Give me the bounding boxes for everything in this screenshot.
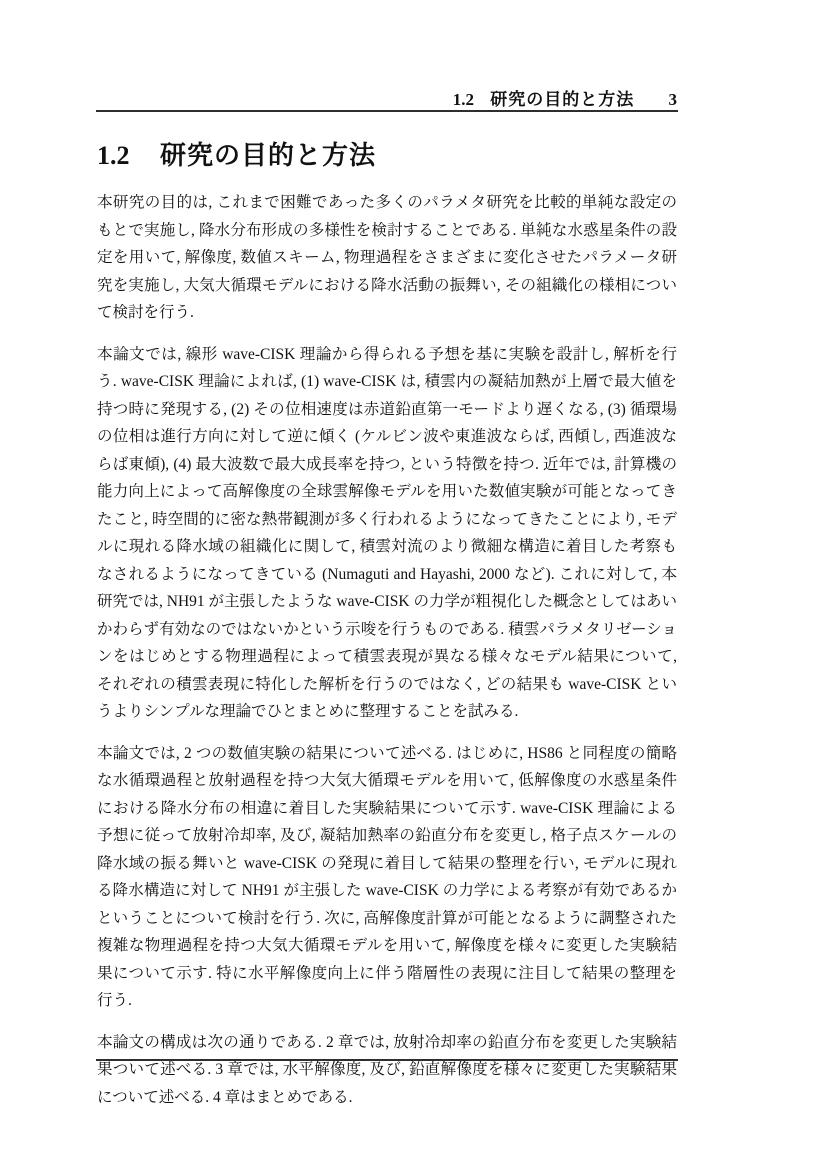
running-header-section-title: 研究の目的と方法: [490, 90, 635, 109]
section-heading: [97, 135, 376, 172]
body-text: [97, 189, 677, 1125]
paragraph-1: 本研究の目的は, これまで困難であった多くのパラメタ研究を比較的単純な設定のもとで実施し, 降水分布形成の多様性を検討することである. 単純な水惑星条件の設定を用いて, 解像度, 数値スキーム, 物理過程をさまざまに変化させたパラメータ研究を実施し, 大気大循環モデルにおける降水活動の振舞い, その組織化の様相について検討を行う.: [97, 194, 677, 321]
paragraph-4: 本論文の構成は次の通りである. 2 章では, 放射冷却率の鉛直分布を変更した実験結果ついて述べる. 3 章では, 水平解像度, 及び, 鉛直解像度を様々に変更した実験結果について述べる. 4 章はまとめである.: [97, 1033, 677, 1106]
running-header: [97, 85, 677, 110]
section-heading-title: 研究の目的と方法: [160, 140, 377, 170]
paragraph-2: 本論文では, 線形 wave-CISK 理論から得られる予想を基に実験を設計し, 解析を行う. wave-CISK 理論によれば, (1) wave-CISK は, 積雲内の凝結加熱が上層で最大値を持つ時に発現する, (2) その位相速度は赤道鉛直第一モードより遅くなる, (3) 循環場の位相は進行方向に対して逆に傾く (ケルビン波や東進波ならば, 西傾し, 西進波ならば東傾), (4) 最大波数で最大成長率を持つ, という特徴を持つ. 近年では, 計算機の能力向上によって高解像度の全球雲解像モデルを用いた数値実験が可能となってきたこと, 時空間的に密な熱帯観測が多く行われるようになってきたことにより, モデルに現れる降水域の組織化に関して, 積雲対流のより微細な構造に着目した考察もなされるようになってきている (Numaguti and Hayashi, 2000 など). これに対して, 本研究では, NH91 が主張したような wave-CISK の力学が粗視化した概念としてはあいかわらず有効なのではないかという示唆を行うものである. 積雲パラメタリゼーションをはじめとする物理過程によって積雲表現が異なる様々なモデル結果について, それぞれの積雲表現に特化した解析を行うのではなく, どの結果も wave-CISK というよりシンプルな理論でひとまとめに整理することを試みる.: [97, 345, 677, 720]
running-header-page-number: 3: [668, 90, 677, 109]
section-heading-number: 1.2: [97, 141, 130, 170]
header-rule: [96, 110, 678, 112]
running-header-section-number: 1.2: [452, 90, 474, 109]
paragraph-3: 本論文では, 2 つの数値実験の結果について述べる. はじめに, HS86 と同程度の簡略な水循環過程と放射過程を持つ大気大循環モデルを用いて, 低解像度の水惑星条件における降水分布の相違に着目した実験結果について示す. wave-CISK 理論による予想に従って放射冷却率, 及び, 凝結加熱率の鉛直分布を変更し, 格子点スケールの降水域の振る舞いと wave-CISK の発現に着目して結果の整理を行い, モデルに現れる降水構造に対して NH91 が主張した wave-CISK の力学による考察が有効であるかということについて検討を行う. 次に, 高解像度計算が可能となるように調整された複雑な物理過程を持つ大気大循環モデルを用いて, 解像度を様々に変更した実験結果について示す. 特に水平解像度向上に伴う階層性の表現に注目して結果の整理を行う.: [97, 744, 677, 1009]
footer-rule: [96, 1059, 678, 1061]
